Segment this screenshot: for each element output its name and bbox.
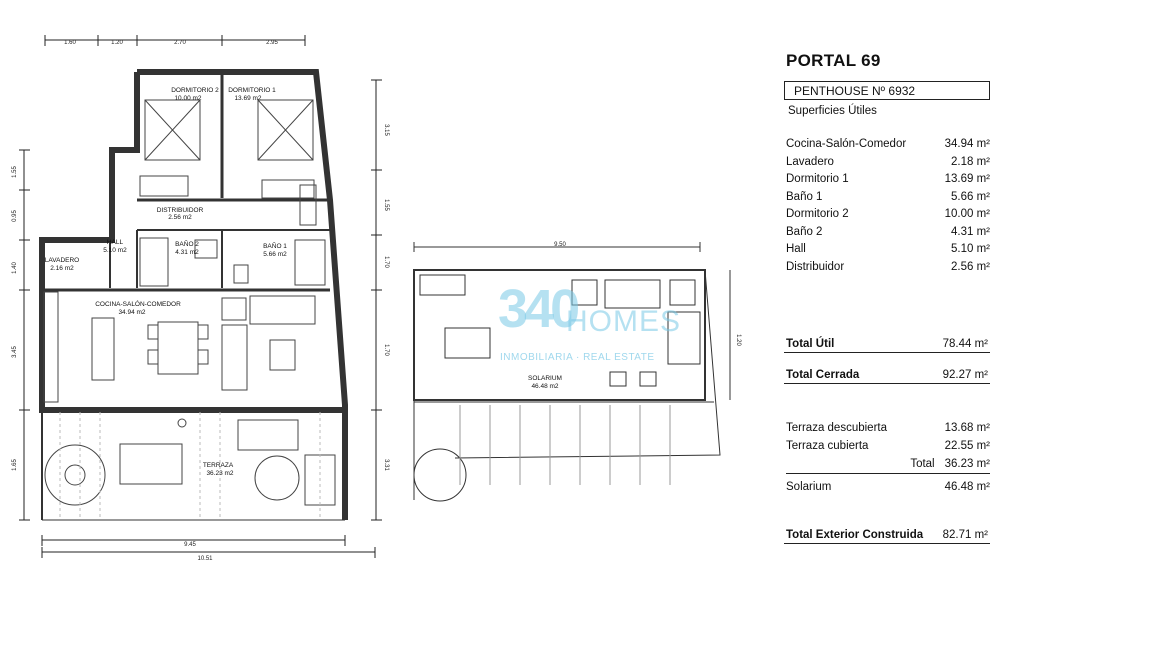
dim-top-3: 2.70 xyxy=(174,40,186,46)
plan-label-lavadero-area: 2.16 m2 xyxy=(50,265,74,272)
room-area: 13.69 m² xyxy=(944,173,990,185)
room-area: 10.00 m² xyxy=(944,208,990,220)
total-util-row xyxy=(784,338,990,353)
plan-label-dorm2: DORMITORIO 2 xyxy=(171,87,219,94)
room-name: Baño 1 xyxy=(786,190,823,203)
solarium-area: 46.48 m² xyxy=(944,481,990,493)
dim-bottom-inner: 9.45 xyxy=(184,542,196,548)
room-name: Cocina-Salón-Comedor xyxy=(786,138,907,150)
room-row xyxy=(786,189,990,207)
dim-right-1: 3.15 xyxy=(383,124,389,136)
plan-label-bano2-area: 4.31 m2 xyxy=(175,249,199,256)
room-area: 5.66 m² xyxy=(951,190,990,203)
room-area: 4.31 m² xyxy=(951,225,990,238)
total-util-value: 78.44 m² xyxy=(942,338,988,350)
plan-label-solarium-area: 46.48 m2 xyxy=(531,383,559,390)
room-row xyxy=(786,154,990,172)
room-row xyxy=(786,206,990,224)
plan-label-cocina: COCINA-SALÓN-COMEDOR xyxy=(95,301,181,308)
plan-label-hall-area: 5.10 m2 xyxy=(103,247,127,254)
room-row xyxy=(786,136,990,154)
plan-label-distribuidor-area: 2.56 m2 xyxy=(168,214,192,221)
total-exterior-row xyxy=(784,529,990,544)
exterior-area: 22.55 m² xyxy=(944,440,990,452)
page-title: PORTAL 69 xyxy=(786,51,881,70)
plan-label-lavadero: LAVADERO xyxy=(44,257,80,264)
dim-left-3: 1.40 xyxy=(12,262,18,274)
plan-label-distribuidor: DISTRIBUIDOR xyxy=(156,207,204,214)
room-area: 5.10 m² xyxy=(951,243,990,255)
unit-label: PENTHOUSE Nº 6932 xyxy=(784,81,990,100)
room-name: Distribuidor xyxy=(786,260,845,273)
exterior-name: Terraza descubierta xyxy=(786,422,887,434)
dim-top-2: 1.20 xyxy=(111,40,123,46)
total-cerrada-row xyxy=(784,369,990,384)
dim-bottom-outer: 10.51 xyxy=(197,556,213,562)
plan-label-terraza: TERRAZA xyxy=(202,462,234,469)
room-list xyxy=(786,136,990,276)
dim-right-5: 3.31 xyxy=(383,459,389,471)
solarium-row xyxy=(786,478,990,496)
dim-solarium-right: 1.20 xyxy=(735,334,741,346)
plan-label-cocina-area: 34.94 m2 xyxy=(118,309,146,316)
room-area: 34.94 m² xyxy=(944,138,990,150)
dim-left-4: 3.45 xyxy=(12,346,18,358)
plan-label-dorm1-area: 13.69 m2 xyxy=(234,95,262,102)
plan-label-bano2: BAÑO 2 xyxy=(175,241,199,248)
watermark-logo: 340 xyxy=(498,279,577,339)
watermark-tagline: INMOBILIARIA · REAL ESTATE xyxy=(500,352,655,363)
dim-top-4: 2.95 xyxy=(266,40,278,46)
room-row xyxy=(786,241,990,259)
room-row xyxy=(786,171,990,189)
room-name: Dormitorio 2 xyxy=(786,208,849,220)
plan-label-bano1-area: 5.66 m2 xyxy=(263,251,287,258)
dim-top-1: 1.60 xyxy=(64,40,76,46)
room-row xyxy=(786,224,990,242)
plan-label-bano1: BAÑO 1 xyxy=(263,243,287,250)
room-name: Lavadero xyxy=(786,155,834,168)
watermark-brand: HOMES xyxy=(566,305,682,338)
room-area: 2.56 m² xyxy=(951,260,990,273)
dim-left-1: 1.55 xyxy=(12,166,18,178)
dim-left-5: 1.65 xyxy=(12,459,18,471)
room-name: Dormitorio 1 xyxy=(786,173,849,185)
plan-label-dorm2-area: 10.00 m2 xyxy=(174,95,202,102)
exterior-row xyxy=(786,437,990,455)
dim-right-3: 1.70 xyxy=(383,256,389,268)
total-util-label: Total Útil xyxy=(786,338,835,350)
exterior-row xyxy=(786,419,990,437)
dim-right-2: 1.55 xyxy=(383,199,389,211)
room-name: Hall xyxy=(786,243,806,255)
total-cerrada-label: Total Cerrada xyxy=(786,369,860,381)
dim-left-2: 0.95 xyxy=(12,210,18,222)
total-exterior-label: Total Exterior Construida xyxy=(786,529,924,541)
total-cerrada-value: 92.27 m² xyxy=(942,369,988,381)
exterior-area: 13.68 m² xyxy=(944,422,990,434)
dim-solarium-top: 9.50 xyxy=(554,242,566,248)
total-exterior-value: 82.71 m² xyxy=(942,529,988,541)
exterior-list xyxy=(786,419,990,496)
room-area: 2.18 m² xyxy=(951,155,990,168)
exterior-total-row xyxy=(786,455,990,474)
solarium-name: Solarium xyxy=(786,481,832,493)
section-subtitle: Superficies Útiles xyxy=(788,105,877,117)
exterior-name: Terraza cubierta xyxy=(786,440,869,452)
plan-label-solarium: SOLARIUM xyxy=(528,375,562,382)
plan-label-terraza-area: 36.23 m2 xyxy=(206,470,234,477)
plan-label-dorm1: DORMITORIO 1 xyxy=(228,87,276,94)
room-row xyxy=(786,259,990,277)
dim-right-4: 1.70 xyxy=(383,344,389,356)
exterior-total-label: Total xyxy=(910,458,935,470)
plan-label-hall: HALL xyxy=(106,239,124,246)
room-name: Baño 2 xyxy=(786,225,823,238)
exterior-total-value: 36.23 m² xyxy=(944,458,990,470)
